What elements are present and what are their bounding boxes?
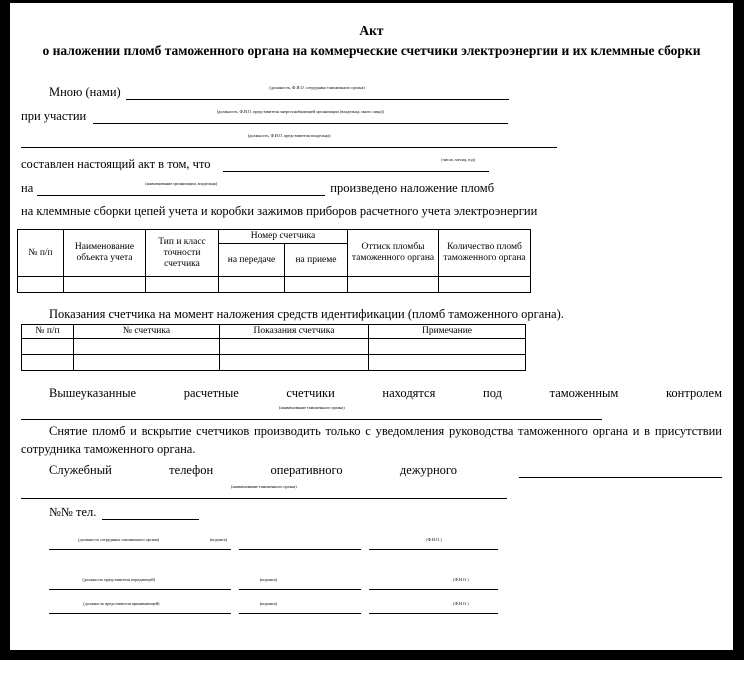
readings-cell bbox=[22, 339, 74, 355]
readings-title: Показания счетчика на момент наложения средств идентификации (пломб таможенного органа). bbox=[49, 307, 564, 321]
field-row-by-me bbox=[21, 83, 722, 100]
customs-office-caption-2: (наименование таможенного органа) bbox=[231, 485, 297, 490]
readings-cell bbox=[220, 339, 369, 355]
organization-caption: (наименование организации, владельца) bbox=[145, 182, 218, 187]
readings-cell bbox=[369, 339, 526, 355]
seals-applied-text: произведено наложение пломб bbox=[330, 181, 495, 195]
on-label: на bbox=[21, 181, 34, 195]
readings-table-empty-row bbox=[22, 339, 526, 355]
by-me-caption: (должность, Ф.И.О. сотрудника таможенного органа) bbox=[269, 86, 365, 91]
readings-cell bbox=[369, 355, 526, 371]
meters-cell bbox=[146, 277, 219, 293]
meters-table-header-row-1 bbox=[18, 230, 531, 244]
participation-caption: (должность, Ф.И.О. представителя энергоснабжающей организации (владельца, иного лица)) bbox=[217, 110, 385, 115]
signature-row-officer bbox=[49, 536, 722, 550]
meters-table-empty-row bbox=[18, 277, 531, 293]
receiver-name-line bbox=[369, 600, 498, 614]
meters-cell bbox=[64, 277, 146, 293]
title-line-1: Акт bbox=[359, 23, 384, 38]
clamps-text: на клеммные сборки цепей учета и коробки зажимов приборов расчетного учета электроэнергии bbox=[21, 204, 538, 218]
meters-col-receive: на приеме bbox=[285, 244, 348, 277]
officer-name-line bbox=[369, 536, 498, 550]
readings-cell bbox=[220, 355, 369, 371]
customs-office-caption: (наименование таможенного органа) bbox=[278, 406, 345, 411]
customs-office-blank-line bbox=[21, 404, 602, 420]
receiver-position-caption: (должность представителя принимающей) bbox=[83, 602, 160, 607]
meters-col-type: Тип и класс точности счетчика bbox=[146, 230, 219, 277]
meters-col-seal-count: Количество пломб таможенного органа bbox=[439, 230, 531, 277]
transmitter-position-line bbox=[49, 576, 231, 590]
field-row-act-date bbox=[21, 155, 722, 172]
meters-cell bbox=[285, 277, 348, 293]
document-title bbox=[21, 21, 722, 61]
transmitter-name-line bbox=[369, 576, 498, 590]
readings-col-note: Примечание bbox=[369, 325, 526, 339]
signature-row-receiver bbox=[49, 600, 722, 614]
meters-cell bbox=[219, 277, 285, 293]
customs-control-blank-row bbox=[21, 403, 722, 420]
customs-office-blank-line-2 bbox=[21, 483, 507, 499]
meters-table bbox=[17, 229, 531, 293]
receiver-position-line bbox=[49, 600, 231, 614]
act-date-caption: (число, месяц, год) bbox=[441, 158, 476, 163]
receiver-name-caption: (Ф.И.О.) bbox=[453, 602, 469, 607]
tel-numbers-blank-line bbox=[102, 504, 199, 520]
readings-table-header-row bbox=[22, 325, 526, 339]
field-row-organization bbox=[21, 179, 722, 196]
readings-col-reading: Показания счетчика bbox=[220, 325, 369, 339]
tel-numbers-row bbox=[21, 503, 722, 520]
by-me-label: Мною (нами) bbox=[49, 85, 121, 99]
seal-removal-paragraph: Снятие пломб и вскрытие счетчиков производить только с уведомления руководства таможенного органа и в присутствии сотрудника таможенного органа. bbox=[21, 424, 722, 456]
owner-rep-blank-line bbox=[21, 132, 557, 148]
officer-sign-caption: (подпись) bbox=[209, 538, 228, 543]
transmitter-sign-caption: (подпись) bbox=[259, 578, 278, 583]
meters-col-no: № п/п bbox=[18, 230, 64, 277]
customs-control-sentence: Вышеуказанные расчетные счетчики находятся под таможенным контролем bbox=[49, 386, 722, 400]
meters-cell bbox=[439, 277, 531, 293]
owner-rep-caption: (должность, Ф.И.О. представителя владельца) bbox=[247, 134, 331, 139]
organization-blank-line bbox=[37, 180, 325, 196]
participation-label: при участии bbox=[21, 109, 87, 123]
readings-table-empty-row bbox=[22, 355, 526, 371]
receiver-sign-caption: (подпись) bbox=[259, 602, 278, 607]
transmitter-signature-line bbox=[239, 576, 361, 590]
officer-signature-line bbox=[239, 536, 361, 550]
act-date-blank-line bbox=[223, 156, 489, 172]
officer-position-caption: (должность сотрудника таможенного органа) bbox=[78, 538, 159, 543]
officer-name-caption: (Ф.И.О.) bbox=[425, 538, 442, 543]
duty-phone-sentence: Служебный телефон оперативного дежурного bbox=[49, 463, 457, 477]
meters-col-object: Наименование объекта учета bbox=[64, 230, 146, 277]
by-me-blank-line bbox=[126, 84, 509, 100]
officer-position-line bbox=[49, 536, 231, 550]
signature-row-transmitter bbox=[49, 576, 722, 590]
meters-col-seal-imprint: Оттиск пломбы таможенного органа bbox=[348, 230, 439, 277]
meters-col-transmit: на передаче bbox=[219, 244, 285, 277]
readings-col-meter: № счетчика bbox=[74, 325, 220, 339]
readings-cell bbox=[74, 339, 220, 355]
readings-col-no: № п/п bbox=[22, 325, 74, 339]
meters-col-meter-number: Номер счетчика bbox=[219, 230, 348, 244]
act-label: составлен настоящий акт в том, что bbox=[21, 157, 211, 171]
field-row-participation bbox=[21, 107, 722, 124]
field-row-owner-rep bbox=[21, 131, 722, 148]
receiver-signature-line bbox=[239, 600, 361, 614]
duty-phone-blank-line bbox=[519, 462, 722, 478]
readings-table bbox=[21, 324, 526, 371]
customs-office-blank-row-2 bbox=[21, 482, 722, 499]
title-line-2: о наложении пломб таможенного органа на коммерческие счетчики электроэнергии и их клеммные сборки bbox=[42, 43, 701, 58]
transmitter-position-caption: (должность представителя передающей) bbox=[82, 578, 156, 583]
readings-cell bbox=[22, 355, 74, 371]
transmitter-name-caption: (Ф.И.О.) bbox=[453, 578, 469, 583]
meters-cell bbox=[348, 277, 439, 293]
participation-blank-line bbox=[93, 108, 508, 124]
readings-cell bbox=[74, 355, 220, 371]
tel-numbers-label: №№ тел. bbox=[49, 505, 97, 519]
duty-phone-row bbox=[21, 461, 722, 478]
meters-cell bbox=[18, 277, 64, 293]
